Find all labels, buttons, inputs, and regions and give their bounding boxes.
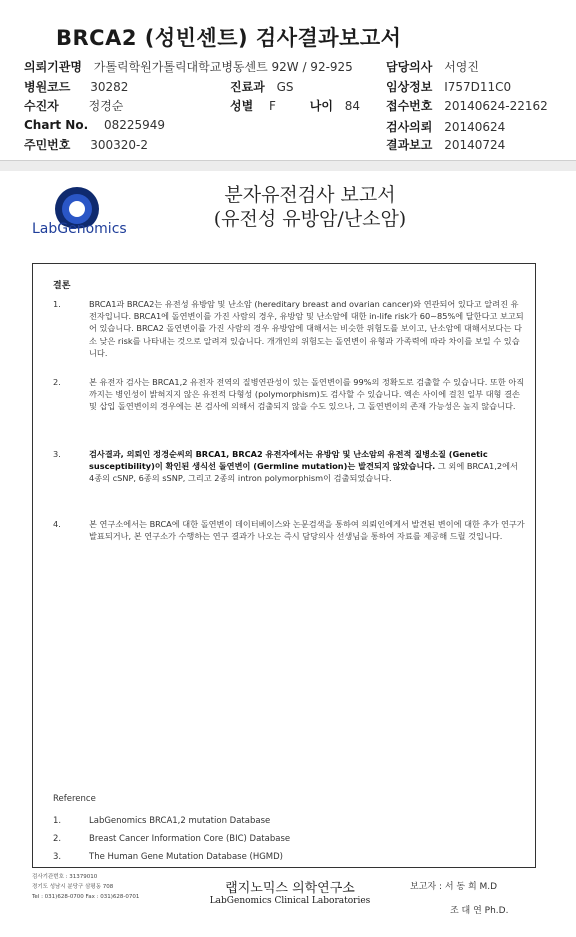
reporters: 보고자 : 서 동 희 M.D 조 대 연 Ph.D. bbox=[410, 882, 509, 916]
result-statement: 검사결과, 의뢰인 정경순씨의 BRCA1, BRCA2 유전자에서는 유방암 및 난소암의 유전적 질병소질 (Genetic susceptibility)이 확인된 생식선 돌연변이 (Germline mutation)는 발견되지 않았습니다. bbox=[89, 449, 488, 472]
conclusion-box: 결론 1. BRCA1과 BRCA2는 유전성 유방암 및 난소암 (hereditary breast and ovarian cancer)와 연관되어 있다고 알려진 유전자입니다. BRCA1에 돌연변이를 가진 사람의 경우, 유방암 및 난소암에 대한 in-life risk가 60~85%에 달한다고 보고되어 있습니다. BRCA2 돌연변이를 가진 사람의 경우 유방암에 대해서는 비슷한 위험도를 보이고, 난소암에 대해서보다는 다소 낮은 risk를 나타내는 것으로 알려져 있습니다. 개개인의 위험도는 돌연변이 유형과 가족력에 따라 차이를 보일 수 있습니다. 2. 본 유전자 검사는 BRCA1,2 유전자 전역의 질병연관성이 있는 돌연변이를 99%의 정확도로 검출할 수 있습니다. 또한 아직까지는 병인성이 밝혀지지 않은 유전적 다형성 (polymorphism)도 검사할 수 있습니다. 엑손 사이에 걸친 일부 대형 결손 및 삽입 돌연변이의 경우에는 본 검사에 의해서 검출되지 않을 수도 있으나, 그 돌연변이의 존재 가능성은 높지 않습니다. 3. 검사결과, 의뢰인 정경순씨의 BRCA1, BRCA2 유전자에서는 유방암 및 난소암의 유전적 질병소질 (Genetic susceptibility)이 확인된 생식선 돌연변이 (Germline mutation)는 발견되지 않았습니다. 그 외에 BRCA1,2에서 4종의 cSNP, 6종의 sSNP, 그리고 2종의 intron polymorphism이 검출되었습니다. 4. 본 연구소에서는 BRCA에 대한 돌연변이 데이터베이스와 논문검색을 통하여 의뢰인에게서 발견된 변이에 대한 추가 연구가 발표되거나, 본 연구소가 수행하는 연구 결과가 나오는 즉시 담당의사 선생님을 통하여 자료를 제공해 드릴 것입니다. Reference 1. LabGenomics BRCA1,2 mutation Database 2. Breast Cancer Information Core (BIC) Database 3. The Human Gene Mutation Database (HGMD) bbox=[32, 263, 536, 868]
hospital-code-value: 30282 bbox=[90, 80, 129, 94]
hospital-row: 의뢰기관명 가톨릭학원가톨릭대학교병동센트 92W / 92-925 bbox=[24, 60, 353, 74]
chart-row: Chart No. 08225949 bbox=[24, 118, 166, 132]
conclusion-label: 결론 bbox=[53, 281, 71, 291]
dept-value: GS bbox=[276, 80, 294, 94]
lab-name: 랩지노믹스 의학연구소 LabGenomics Clinical Laboratories bbox=[209, 881, 371, 906]
age-value: 84 bbox=[344, 99, 361, 113]
viewer-gap bbox=[0, 161, 576, 171]
scanned-report-page bbox=[0, 171, 576, 937]
sex-value: F bbox=[269, 99, 276, 113]
sex-row: 성별 F 나이 84 bbox=[230, 99, 361, 113]
result-value: 20140724 bbox=[444, 138, 506, 152]
accession-value: 20140624-22162 bbox=[444, 99, 548, 113]
id-value: 300320-2 bbox=[90, 138, 148, 152]
id-row: 주민번호 300320-2 bbox=[24, 138, 148, 152]
receiver-value: 정경순 bbox=[88, 99, 124, 113]
request-value: 20140624 bbox=[444, 120, 506, 134]
accession-row: 접수번호 20140624-22162 bbox=[386, 99, 548, 113]
logo-text: LabGenomics bbox=[32, 221, 127, 237]
request-row: 검사의뢰 20140624 bbox=[386, 120, 506, 134]
document-title: 분자유전검사 보고서 (유전성 유방암/난소암) bbox=[213, 184, 407, 230]
report-header bbox=[0, 0, 576, 160]
reference-label: Reference bbox=[53, 794, 96, 804]
lab-address: 검사기관번호 : 31379010 경기도 성남시 분당구 삼평동 708 Tel : 031)628-0700 Fax : 031)628-0701 bbox=[32, 874, 140, 900]
receiver-row: 수진자 정경순 bbox=[24, 99, 124, 113]
dept-row: 진료과 GS bbox=[230, 80, 294, 94]
chart-value: 08225949 bbox=[103, 118, 166, 132]
report-title: BRCA2 (성빈센트) 검사결과보고서 bbox=[56, 26, 402, 50]
ward-value: 센트 92W / 92-925 bbox=[244, 60, 353, 74]
doctor-value: 서영진 bbox=[444, 60, 479, 74]
doctor-row: 담당의사 서영진 bbox=[386, 60, 479, 74]
clinical-row: 임상정보 I757D11C0 bbox=[386, 80, 512, 94]
hospital-code-row: 병원코드 30282 bbox=[24, 80, 129, 94]
hospital-value: 가톨릭학원가톨릭대학교 bbox=[93, 60, 222, 74]
clinical-value: I757D11C0 bbox=[444, 80, 512, 94]
result-row: 결과보고 20140724 bbox=[386, 138, 506, 152]
